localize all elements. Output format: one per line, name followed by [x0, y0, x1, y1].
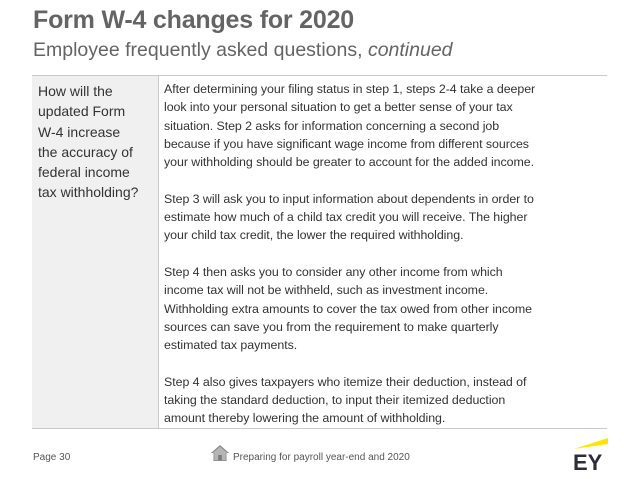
footer-label: Preparing for payroll year-end and 2020 [233, 452, 410, 463]
answer-line: Step 4 then asks you to consider any other income from which [164, 264, 503, 279]
question-text [38, 81, 156, 203]
answer-line: income tax will not be withheld, such as investment income. [164, 283, 489, 298]
answer-line: amount thereby lowering the amount of withholding. [164, 411, 446, 426]
home-icon[interactable] [210, 444, 230, 462]
answer-line: your withholding should be greater to account for the added income. [164, 155, 534, 170]
answer-paragraph-3 [164, 263, 607, 354]
answer-line: because if you have significant wage income from different sources [164, 136, 529, 151]
answer-line: taking the standard deduction, to input their itemized deduction [164, 393, 506, 408]
answer-line: your child tax credit, the lower the required withholding. [164, 228, 464, 243]
ey-logo [568, 436, 610, 472]
page-number: Page 30 [33, 452, 71, 463]
page-title: Form W-4 changes for 2020 [33, 6, 354, 34]
answer-paragraph-2 [164, 190, 607, 245]
answer-line: estimated tax payments. [164, 338, 298, 353]
question-line: the accuracy of [38, 143, 133, 160]
answer-line: After determining your filing status in step 1, steps 2-4 take a deeper [164, 82, 536, 96]
question-cell [32, 76, 159, 428]
logo-accent-shape [574, 438, 608, 449]
faq-table [32, 75, 607, 429]
answer-line: estimate how much of a child tax credit you will receive. The higher [164, 210, 528, 225]
question-line: W-4 increase [38, 123, 121, 140]
answer-line: sources can save you from the requirement to make quarterly [164, 319, 499, 334]
answer-paragraph-1 [164, 80, 607, 171]
subtitle-text: Employee frequently asked questions, [33, 39, 368, 61]
answer-line: situation. Step 2 asks for information concerning a second job [164, 118, 500, 133]
page-subtitle [33, 39, 453, 62]
question-line: federal income [38, 164, 130, 181]
answer-line: Step 3 will ask you to input information about dependents in order to [164, 191, 534, 206]
question-line: How will the [38, 83, 113, 99]
answer-line: look into your personal situation to get a better sense of your tax [164, 100, 513, 115]
subtitle-continued: continued [367, 39, 453, 61]
question-line: tax withholding? [38, 184, 139, 201]
answer-cell [160, 76, 607, 428]
question-line: updated Form [38, 103, 126, 120]
answer-line: Withholding extra amounts to cover the tax owed from other income [164, 301, 532, 316]
answer-line: Step 4 also gives taxpayers who itemize their deduction, instead of [164, 374, 527, 389]
logo-text: EY [573, 450, 603, 472]
answer-paragraph-4 [164, 373, 607, 428]
